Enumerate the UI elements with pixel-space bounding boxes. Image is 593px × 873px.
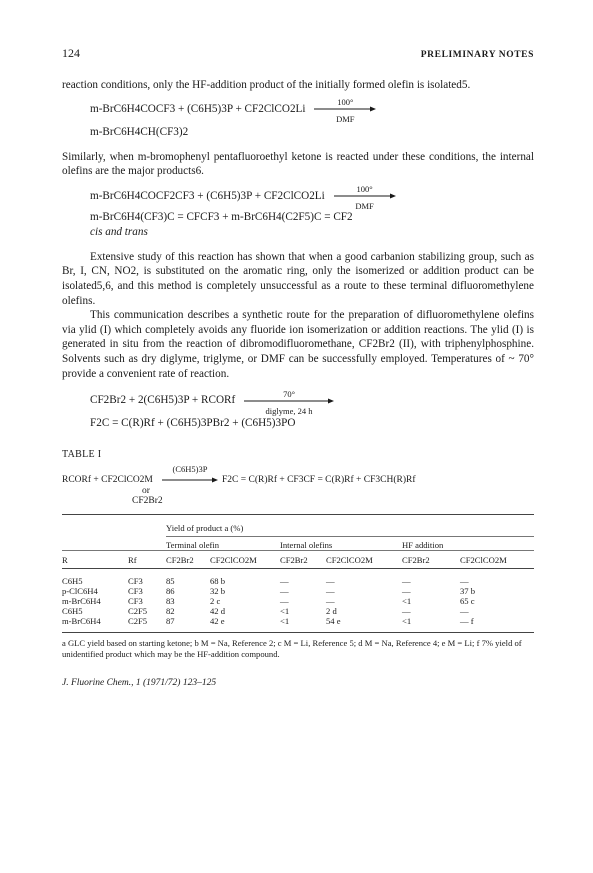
equation-3-arrow: [244, 388, 334, 416]
table-equation-or: or: [142, 486, 150, 497]
cell-internal-cf2clco2m: 2 d: [326, 606, 337, 617]
table-top-rule: [62, 515, 534, 523]
cell-rf: CF3: [128, 576, 143, 587]
cell-internal-cf2br2: —: [280, 586, 289, 597]
equation-3-reactants: [90, 388, 534, 416]
hf-addition-header: HF addition: [402, 536, 534, 550]
equation-3: [90, 388, 534, 431]
column-r: R: [62, 550, 128, 568]
cell-internal-cf2clco2m: —: [326, 576, 335, 587]
page: [62, 46, 534, 688]
table-row: [62, 606, 534, 616]
cell-terminal-cf2clco2m: 42 e: [210, 616, 225, 627]
cell-hf-cf2br2: —: [402, 606, 411, 617]
table-equation-right: F2C = C(R)Rf + CF3CF = C(R)Rf + CF3CH(R)Rf: [222, 475, 416, 486]
cell-terminal-cf2clco2m: 32 b: [210, 586, 226, 597]
paragraph-1: reaction conditions, only the HF-addition product of the initially formed olefin is isolated5.: [62, 79, 471, 91]
equation-2-arrow-below: DMF: [355, 201, 374, 212]
cell-internal-cf2br2: <1: [280, 616, 290, 627]
equation-3-reactants-text: CF2Br2 + 2(C6H5)3P + RCORf: [90, 394, 236, 407]
cell-hf-cf2br2: <1: [402, 616, 412, 627]
cell-r: C6H5: [62, 576, 83, 587]
yield-table: [62, 514, 534, 633]
table-header-columns: [62, 550, 534, 568]
equation-1-reactants-text: m-BrC6H4COCF3 + (C6H5)3P + CF2ClCO2Li: [90, 102, 306, 115]
equation-2-isomers: cis and trans: [90, 225, 148, 238]
cell-rf: C2F5: [128, 616, 148, 627]
page-header: [62, 46, 534, 64]
equation-1-arrow-above: 100°: [337, 97, 354, 108]
column-hf-cf2br2: CF2Br2: [402, 550, 460, 568]
table-bottom-rule: [62, 626, 534, 632]
table-row: [62, 576, 534, 586]
equation-2-reactants: [90, 184, 534, 212]
table-row: [62, 586, 534, 596]
cell-r: C6H5: [62, 606, 83, 617]
table-row: [62, 616, 534, 626]
cell-terminal-cf2br2: 83: [166, 596, 175, 607]
cell-rf: C2F5: [128, 606, 148, 617]
cell-r: m-BrC6H4: [62, 596, 101, 607]
cell-terminal-cf2br2: 85: [166, 576, 175, 587]
cell-terminal-cf2clco2m: 2 c: [210, 596, 221, 607]
arrow-right-icon: [162, 477, 218, 483]
internal-olefins-header: Internal olefins: [280, 536, 402, 550]
page-number: 124: [62, 46, 80, 60]
cell-internal-cf2clco2m: 54 e: [326, 616, 341, 627]
cell-hf-cf2clco2m: — f: [460, 616, 474, 627]
cell-r: m-BrC6H4: [62, 616, 101, 627]
equation-3-arrow-above: 70°: [283, 388, 295, 399]
cell-terminal-cf2br2: 87: [166, 616, 175, 627]
column-terminal-cf2clco2m: CF2ClCO2M: [210, 550, 280, 568]
equation-2: [90, 184, 534, 240]
cell-hf-cf2clco2m: —: [460, 606, 469, 617]
equation-3-products: F2C = C(R)Rf + (C6H5)3PBr2 + (C6H5)3PO: [90, 417, 296, 430]
cell-internal-cf2clco2m: —: [326, 586, 335, 597]
column-rf: Rf: [128, 550, 166, 568]
equation-1-arrow-below: DMF: [336, 114, 355, 125]
table-row: [62, 596, 534, 606]
equation-2-reactants-text: m-BrC6H4COCF2CF3 + (C6H5)3P + CF2ClCO2Li: [90, 189, 325, 202]
cell-rf: CF3: [128, 586, 143, 597]
running-title: PRELIMINARY NOTES: [420, 50, 534, 60]
equation-1-product: m-BrC6H4CH(CF3)2: [90, 125, 189, 138]
cell-terminal-cf2clco2m: 42 d: [210, 606, 226, 617]
cell-hf-cf2br2: <1: [402, 596, 412, 607]
cell-r: p-ClC6H4: [62, 586, 98, 597]
table-equation-above: (C6H5)3P: [172, 464, 208, 475]
table-body: [62, 576, 534, 626]
table-header-rule: [62, 568, 534, 576]
table-footnote: a GLC yield based on starting ketone; b M = Na, Reference 2; c M = Li, Reference 5; d M = Na, Reference 4; e M = Li; f 7% yield of unidentified product which may be the HF-addition compound.: [62, 637, 522, 659]
paragraph-2: Similarly, when m-bromophenyl pentafluoroethyl ketone is reacted under these conditions, the internal olefins are the major products6.: [62, 150, 534, 178]
cell-rf: CF3: [128, 596, 143, 607]
terminal-olefin-header: Terminal olefin: [166, 536, 280, 550]
table-equation-left: RCORf + CF2ClCO2M: [62, 475, 153, 486]
cell-internal-cf2br2: <1: [280, 606, 290, 617]
table-header-group: [62, 523, 534, 537]
cell-internal-cf2clco2m: —: [326, 596, 335, 607]
column-internal-cf2br2: CF2Br2: [280, 550, 326, 568]
cell-terminal-cf2clco2m: 68 b: [210, 576, 226, 587]
column-internal-cf2clco2m: CF2ClCO2M: [326, 550, 402, 568]
journal-citation: J. Fluorine Chem., 1 (1971/72) 123–125: [62, 677, 217, 688]
equation-1-arrow: [314, 97, 376, 125]
cell-hf-cf2clco2m: —: [460, 576, 469, 587]
table-header-subgroup: [62, 536, 534, 550]
cell-hf-cf2br2: —: [402, 576, 411, 587]
table-title: TABLE I: [62, 449, 102, 461]
equation-2-arrow-above: 100°: [356, 184, 373, 195]
equation-2-products: m-BrC6H4(CF3)C = CFCF3 + m-BrC6H4(C2F5)C = CF2: [90, 210, 353, 223]
cell-terminal-cf2br2: 86: [166, 586, 175, 597]
cell-terminal-cf2br2: 82: [166, 606, 175, 617]
table-equation-below: CF2Br2: [132, 496, 163, 507]
column-terminal-cf2br2: CF2Br2: [166, 550, 210, 568]
column-hf-cf2clco2m: CF2ClCO2M: [460, 550, 534, 568]
equation-3-arrow-below: diglyme, 24 h: [265, 405, 313, 416]
cell-hf-cf2clco2m: 65 c: [460, 596, 475, 607]
equation-1: [90, 97, 534, 140]
paragraph-3: Extensive study of this reaction has shown that when a good carbanion stabilizing group, such as Br, I, CN, NO2, is substituted on the aromatic ring, only the isomerized or addition product can be isolated5,6, and this method is completely unsuccessful as a route to these terminal difluoromethylene olefins.: [62, 250, 534, 307]
cell-internal-cf2br2: —: [280, 596, 289, 607]
equation-1-reactants: [90, 97, 534, 125]
cell-internal-cf2br2: —: [280, 576, 289, 587]
table-equation: [62, 466, 534, 506]
cell-hf-cf2br2: —: [402, 586, 411, 597]
paragraph-4: This communication describes a synthetic route for the preparation of difluoromethylene olefins via ylid (I) which completely avoids any fluoride ion isomerization or addition reactions. The ylid (I) is generated in situ from the reaction of dibromodifluoromethane, CF2Br2 (II), with triphenylphosphine. Solvents such as dry diglyme, triglyme, or DMF can be successfully employed. Temperatures of ~ 70° provide a convenient rate of reaction.: [62, 309, 534, 380]
yield-group-header: Yield of product a (%): [166, 522, 244, 533]
cell-hf-cf2clco2m: 37 b: [460, 586, 476, 597]
equation-2-arrow: [334, 184, 396, 212]
